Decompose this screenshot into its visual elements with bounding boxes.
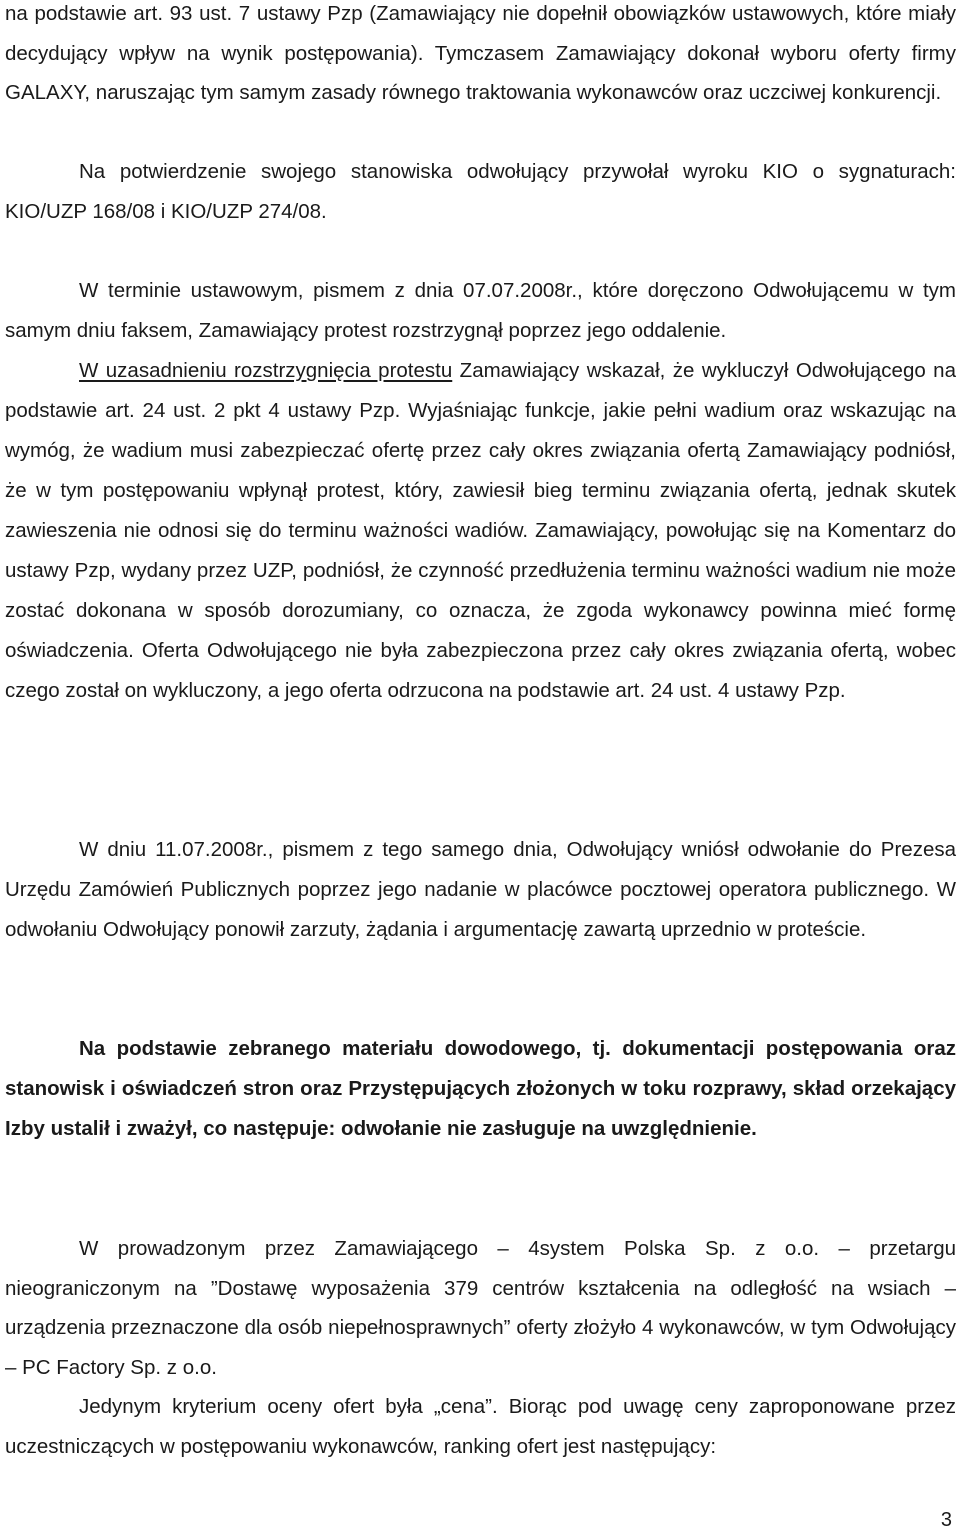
paragraph-text: Zamawiający wskazał, że wykluczył Odwołującego na podstawie art. 24 ust. 2 pkt 4 ustawy Pzp. Wyjaśniając funkcje, jakie pełni wadium oraz wskazując na wymóg, że wadium musi zabezpieczać ofertę przez cały okres związania ofertą Zamawiający podniósł, że w tym postępowaniu wpłynął protest, który, zawiesił bieg terminu związania ofertą, jednak skutek zawieszenia nie odnosi się do terminu ważności wadiów. Zamawiający, powołując się na Komentarz do ustawy Pzp, wydany przez UZP, podniósł, że czynność przedłużenia terminu ważności wadium nie może zostać dokonana w sposób dorozumiany, co oznacza, że zgoda wykonawcy powinna mieć formę oświadczenia. Oferta Odwołującego nie była zabezpieczona przez cały okres związania ofertą, wobec czego został on wykluczony, a jego oferta odrzucona na podstawie art. 24 ust. 4 ustawy Pzp. [5,359,956,702]
paragraph-text: W prowadzonym przez Zamawiającego – 4system Polska Sp. z o.o. – przetargu nieograniczonym na ”Dostawę wyposażenia 379 centrów kształcenia na odległość na wsiach – urządzenia przeznaczone dla osób niepełnosprawnych” oferty złożyło 4 wykonawców, w tym Odwołujący – PC Factory Sp. z o.o. [5,1237,956,1379]
paragraph-text: na podstawie art. 93 ust. 7 ustawy Pzp (Zamawiający nie dopełnił obowiązków ustawowych, które miały decydujący wpływ na wynik postępowania). Tymczasem Zamawiający dokonał wyboru oferty firmy GALAXY, naruszając tym samym zasady równego traktowania wykonawców oraz uczciwej konkurencji. [5,2,956,104]
paragraph-kryterium [5,1387,956,1466]
paragraph-text: Na potwierdzenie swojego stanowiska odwołujący przywołał wyroku KIO o sygnaturach: KIO/UZP 168/08 i KIO/UZP 274/08. [5,160,956,223]
paragraph-stanowisko-kio [5,152,956,231]
paragraph-ustalenia-izby [5,1029,956,1149]
page-number: 3 [940,1509,952,1531]
paragraph-text: W dniu 11.07.2008r., pismem z tego samego dnia, Odwołujący wniósł odwołanie do Prezesa Urzędu Zamówień Publicznych poprzez jego nadanie w placówce pocztowej operatora publicznego. W odwołaniu Odwołujący ponowił zarzuty, żądania i argumentację zawartą uprzednio w proteście. [5,838,956,941]
paragraph-odwolanie [5,830,956,950]
underlined-phrase: W uzasadnieniu rozstrzygnięcia protestu [79,359,453,382]
paragraph-text: W terminie ustawowym, pismem z dnia 07.07.2008r., które doręczono Odwołującemu w tym samym dniu faksem, Zamawiający protest rozstrzygnął poprzez jego oddalenie. [5,279,956,342]
paragraph-text: Na podstawie zebranego materiału dowodowego, tj. dokumentacji postępowania oraz stanowisk i oświadczeń stron oraz Przystępujących złożonych w toku rozprawy, skład orzekający Izby ustalił i zważył, co następuje: odwołanie nie zasługuje na uwzględnienie. [5,1037,956,1140]
paragraph-text: Jedynym kryterium oceny ofert była „cena”. Biorąc pod uwagę ceny zaproponowane przez uczestniczących w postępowaniu wykonawców, ranking ofert jest następujący: [5,1395,956,1458]
paragraph-uzasadnienie [5,351,956,711]
paragraph-rozstrzygniecie-protestu [5,271,956,350]
paragraph-wykluczenie-galaxy [5,0,956,113]
paragraph-przetarg [5,1229,956,1387]
